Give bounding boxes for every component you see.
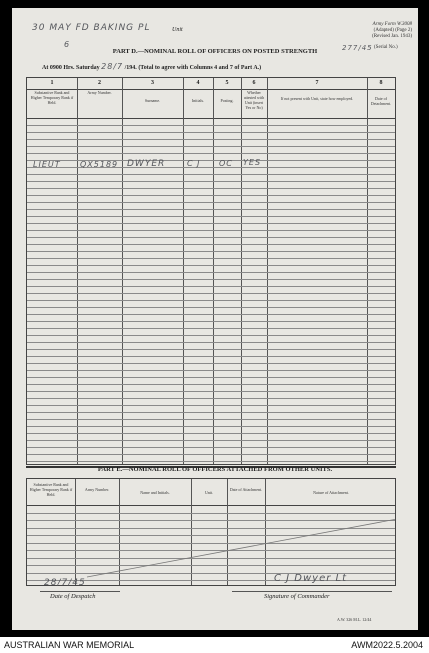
table-row-line: [27, 419, 395, 420]
date-of-despatch-handwritten: 28/7/45: [44, 578, 86, 588]
table-row-line: [27, 377, 395, 378]
column-heading: Date of Detachment.: [370, 96, 392, 106]
table-row-line: [27, 188, 395, 189]
table-row-line: [27, 146, 395, 147]
table-row-line: [27, 181, 395, 182]
form-reference: [332, 22, 412, 39]
table-row-line: [27, 153, 395, 154]
column-number: 3: [151, 80, 154, 86]
entry-initials: C J: [187, 159, 201, 168]
caption-right: AWM2022.5.2004: [351, 640, 423, 650]
column-heading: Substantive Rank and Higher Temporary Rank if Held.: [30, 90, 74, 105]
table-row-line: [27, 440, 395, 441]
column-heading: Date of Attachment.: [229, 487, 263, 492]
form-line: (Adapted) (Page 2): [373, 27, 412, 33]
column-heading: Name and Initials.: [140, 490, 170, 495]
column-heading: Unit.: [204, 490, 214, 495]
table-row-line: [27, 300, 395, 301]
table-row-line: [27, 356, 395, 357]
date-of-despatch-label: Date of Despatch: [50, 593, 96, 600]
subtitle-suffix: (Total to agree with Columns 4 and 7 of Part A.): [138, 65, 262, 71]
table-row-line: [27, 349, 395, 350]
table-row-line: [27, 461, 395, 462]
column-heading: Initials.: [191, 98, 205, 103]
table-row-line: [27, 433, 395, 434]
part-d-subtitle: [42, 62, 261, 71]
column-heading: Posting.: [220, 98, 234, 103]
date-line: [40, 591, 120, 592]
column-heading: Substantive Rank and Higher Temporary Rank if Held.: [29, 482, 73, 497]
table-row-line: [27, 286, 395, 287]
table-row-line: [27, 307, 395, 308]
signature-handwritten: C J Dwyer Lt: [274, 573, 348, 584]
table-row-line: [27, 195, 395, 196]
signature-label: Signature of Commander: [264, 593, 330, 600]
entry-present: YES: [243, 158, 262, 167]
table-row-line: [27, 202, 395, 203]
table-row-line: [27, 230, 395, 231]
form-line: (Revised Jan. 1943): [372, 33, 412, 39]
column-number: 7: [315, 80, 319, 86]
part-d-rows: [27, 118, 395, 464]
subtitle-year: /194.: [124, 65, 137, 71]
printer-mark: A.W. 326 M.L. 12/44: [337, 617, 372, 622]
column-heading: Army Number.: [84, 487, 110, 492]
table-row-line: [27, 370, 395, 371]
column-number: 5: [225, 80, 229, 86]
column-heading: Army Number.: [87, 90, 112, 95]
table-row-line: [27, 293, 395, 294]
column-heading: Nature of Attachment.: [313, 490, 349, 495]
table-row-line: [27, 258, 395, 259]
unit-name-handwritten: 30 MAY FD BAKING PL: [32, 23, 151, 33]
column-number: 8: [379, 80, 383, 86]
table-row-line: [27, 125, 395, 126]
strike-through-line: [27, 479, 395, 585]
column-heading: If not present with Unit, state how employed.: [280, 96, 354, 101]
document-page: [12, 8, 418, 630]
entry-surname: DWYER: [127, 159, 166, 169]
form-line: Army Form W.3008: [372, 22, 412, 27]
part-e-table: [26, 478, 396, 586]
caption-bar: [0, 637, 429, 653]
table-row-line: [27, 426, 395, 427]
column-number: 6: [252, 80, 256, 86]
caption-left: AUSTRALIAN WAR MEMORIAL: [4, 640, 135, 650]
serial-label: (Serial No.): [374, 45, 398, 50]
table-row-line: [27, 216, 395, 217]
table-row-line: [27, 335, 395, 336]
table-row-line: [27, 412, 395, 413]
serial-handwritten: 277/45: [342, 44, 373, 52]
table-row-line: [27, 454, 395, 455]
subtitle-date-handwritten: 28/7: [101, 62, 124, 71]
table-row-line: [27, 447, 395, 448]
part-d-title: PART D.—NOMINAL ROLL OF OFFICERS ON POSTED STRENGTH: [112, 48, 318, 55]
part-e-title: PART E.—NOMINAL ROLL OF OFFICERS ATTACHED FROM OTHER UNITS.: [97, 466, 333, 473]
entry-posting: OC: [219, 159, 233, 168]
column-heading: Whether attested with Unit (insert Yes or No): [243, 90, 265, 110]
table-row-line: [27, 321, 395, 322]
part-d-table: [26, 77, 396, 465]
table-row-line: [27, 265, 395, 266]
entry-army-number: QX5189: [80, 160, 119, 169]
table-row-line: [27, 272, 395, 273]
table-row-line: [27, 363, 395, 364]
table-row-line: [27, 174, 395, 175]
table-row-line: [27, 139, 395, 140]
table-row-line: [27, 209, 395, 210]
column-heading: Surname.: [144, 98, 161, 103]
unit-label: Unit: [172, 27, 183, 33]
table-row-line: [27, 342, 395, 343]
table-row-line: [27, 405, 395, 406]
signature-line: [232, 591, 392, 592]
table-row-line: [27, 398, 395, 399]
page-mark: 6: [64, 40, 71, 49]
column-number: 1: [50, 80, 54, 86]
table-row-line: [27, 391, 395, 392]
entry-rank: LIEUT: [33, 160, 61, 169]
table-row-line: [27, 237, 395, 238]
column-number: 2: [98, 80, 101, 86]
subtitle-prefix: At 0900 Hrs. Saturday: [42, 65, 100, 71]
table-row-line: [27, 132, 395, 133]
table-row-line: [27, 244, 395, 245]
table-row-line: [27, 279, 395, 280]
table-row-line: [27, 251, 395, 252]
table-row-line: [27, 314, 395, 315]
table-row-line: [27, 223, 395, 224]
column-number: 4: [196, 80, 200, 86]
table-row-line: [27, 328, 395, 329]
table-row-line: [27, 384, 395, 385]
